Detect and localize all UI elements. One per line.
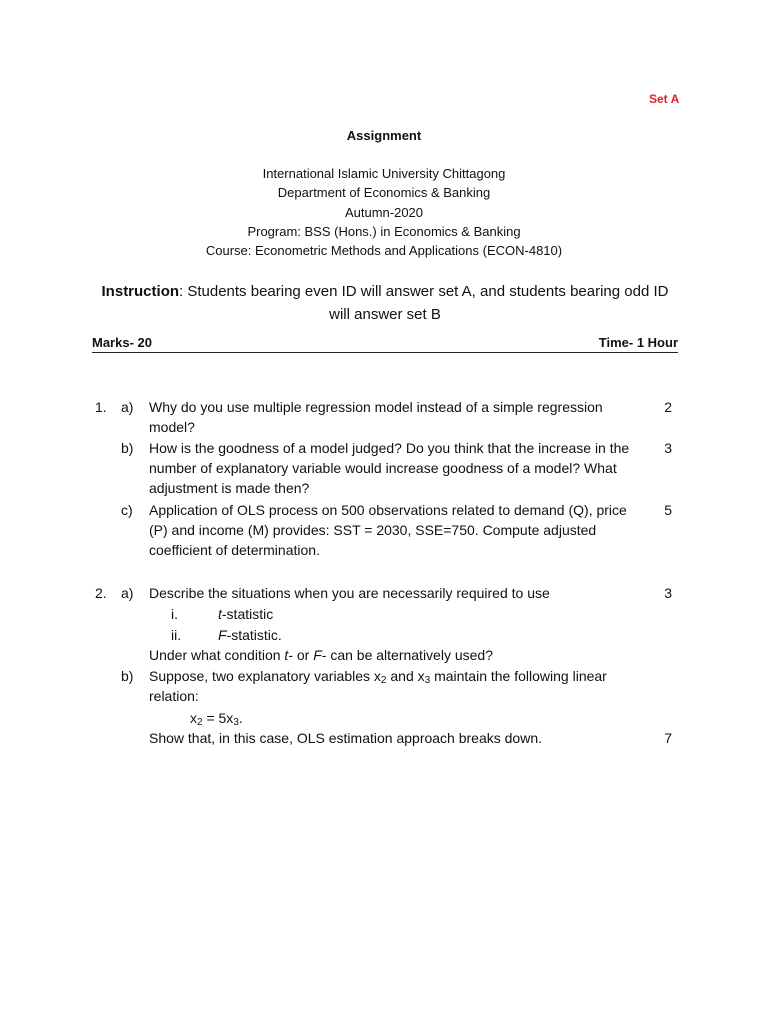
part-text: Application of OLS process on 500 observations related to demand (Q), price (P) and income (M) provides: SST = 2030, SSE=750. Compute adjusted coefficient of determination. xyxy=(149,502,627,558)
part-text: Describe the situations when you are necessarily required to use xyxy=(149,585,550,601)
conclusion-text: Show that, in this case, OLS estimation approach breaks down. xyxy=(149,730,542,746)
list-item xyxy=(218,604,273,624)
marks-time-row xyxy=(92,335,678,353)
instruction-label: Instruction xyxy=(101,283,180,300)
part-marks: 5 xyxy=(664,502,672,518)
question-number: 1. xyxy=(95,399,107,415)
text-mid: and x xyxy=(386,668,425,684)
part-text: Why do you use multiple regression model instead of a simple regression model? xyxy=(149,399,603,435)
part-label: b) xyxy=(121,668,134,684)
document-title: Assignment xyxy=(346,128,422,143)
statistic-symbol: F xyxy=(218,627,227,643)
university-name: International Islamic University Chittagong xyxy=(262,166,506,181)
roman-numeral: ii. xyxy=(171,627,182,643)
part-text: How is the goodness of a model judged? Do you think that the increase in the number of explanatory variable would increase goodness of a model? What adjustment is made then? xyxy=(149,440,630,496)
statistic-name: -statistic. xyxy=(226,627,282,643)
part-marks: 2 xyxy=(664,399,672,415)
t-symbol: t xyxy=(284,647,289,663)
eq-mid: = 5x xyxy=(202,710,234,726)
follow-up-mid: - or xyxy=(288,647,314,663)
follow-up-end: - can be alternatively used? xyxy=(321,647,493,663)
total-marks: Marks- 20 xyxy=(92,335,152,350)
department-name: Department of Economics & Banking xyxy=(277,185,491,200)
eq-var: x xyxy=(190,710,197,726)
program: Program: BSS (Hons.) in Economics & Banking xyxy=(247,224,521,239)
question-number: 2. xyxy=(95,585,107,601)
f-symbol: F xyxy=(313,647,322,663)
statistic-name: -statistic xyxy=(221,606,274,622)
part-label: a) xyxy=(121,585,134,601)
instruction xyxy=(92,280,678,326)
subscript: 2 xyxy=(197,717,203,728)
term: Autumn-2020 xyxy=(344,205,424,220)
part-marks: 3 xyxy=(664,585,672,601)
text-end: maintain the following linear relation: xyxy=(149,668,607,704)
subscript: 3 xyxy=(424,675,431,686)
list-item xyxy=(218,625,282,645)
part-label: a) xyxy=(121,399,134,415)
follow-up-question xyxy=(149,645,647,665)
text-start: Suppose, two explanatory variables x xyxy=(149,668,381,684)
part-marks: 7 xyxy=(664,730,672,746)
equation xyxy=(190,708,243,728)
follow-up-prefix: Under what condition xyxy=(149,647,285,663)
subscript: 3 xyxy=(233,717,239,728)
eq-end: . xyxy=(238,710,243,726)
set-label: Set A xyxy=(649,92,680,106)
instruction-text: : Students bearing even ID will answer set A, and students bearing odd ID will answer set B xyxy=(179,283,669,323)
part-label: b) xyxy=(121,440,134,456)
time-limit: Time- 1 Hour xyxy=(598,335,678,350)
subscript: 2 xyxy=(380,675,387,686)
part-marks: 3 xyxy=(664,440,672,456)
statistic-symbol: t xyxy=(218,606,222,622)
course: Course: Econometric Methods and Applications (ECON-4810) xyxy=(205,243,563,258)
part-text xyxy=(149,666,647,706)
part-label: c) xyxy=(121,502,133,518)
roman-numeral: i. xyxy=(171,606,178,622)
